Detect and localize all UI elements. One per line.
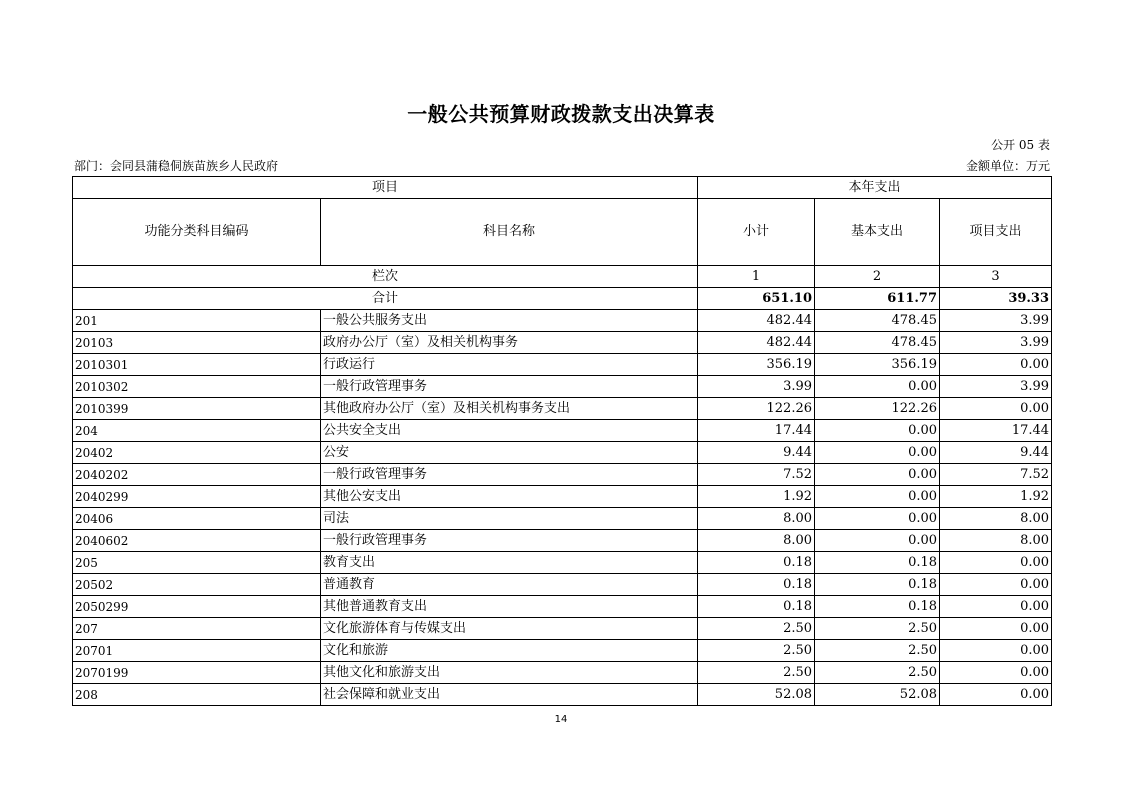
row-project: 8.00 (940, 508, 1052, 530)
row-basic: 52.08 (815, 684, 940, 706)
row-code: 2010399 (73, 398, 321, 420)
row-basic: 0.00 (815, 420, 940, 442)
table-row (73, 618, 1052, 640)
row-project: 0.00 (940, 354, 1052, 376)
row-code: 20502 (73, 574, 321, 596)
row-project: 0.00 (940, 640, 1052, 662)
row-project: 3.99 (940, 376, 1052, 398)
row-project: 8.00 (940, 530, 1052, 552)
row-code: 208 (73, 684, 321, 706)
table-row (73, 310, 1052, 332)
row-name: 一般公共服务支出 (321, 310, 698, 332)
row-project: 17.44 (940, 420, 1052, 442)
row-basic: 0.00 (815, 486, 940, 508)
table-row (73, 684, 1052, 706)
row-basic: 478.45 (815, 332, 940, 354)
form-number: 公开 05 表 (991, 138, 1050, 152)
row-name: 普通教育 (321, 574, 698, 596)
header-project: 项目 (73, 177, 698, 199)
table-row (73, 574, 1052, 596)
row-subtotal: 2.50 (698, 618, 815, 640)
row-project: 0.00 (940, 574, 1052, 596)
total-project: 39.33 (940, 288, 1052, 310)
row-subtotal: 17.44 (698, 420, 815, 442)
row-project: 0.00 (940, 398, 1052, 420)
row-basic: 0.00 (815, 442, 940, 464)
column-index-2: 2 (815, 266, 940, 288)
row-basic: 0.00 (815, 376, 940, 398)
row-basic: 2.50 (815, 662, 940, 684)
header-row-2 (73, 199, 1052, 266)
header-current-year: 本年支出 (698, 177, 1052, 199)
header-basic: 基本支出 (815, 199, 940, 266)
row-subtotal: 52.08 (698, 684, 815, 706)
row-project: 3.99 (940, 310, 1052, 332)
row-project: 0.00 (940, 618, 1052, 640)
row-basic: 122.26 (815, 398, 940, 420)
row-code: 2010302 (73, 376, 321, 398)
row-basic: 2.50 (815, 640, 940, 662)
table-row (73, 596, 1052, 618)
row-name: 文化和旅游 (321, 640, 698, 662)
column-index-row (73, 266, 1052, 288)
row-code: 20701 (73, 640, 321, 662)
row-subtotal: 2.50 (698, 640, 815, 662)
row-subtotal: 8.00 (698, 508, 815, 530)
table-row (73, 508, 1052, 530)
table-row (73, 354, 1052, 376)
row-name: 一般行政管理事务 (321, 376, 698, 398)
row-project: 0.00 (940, 552, 1052, 574)
row-subtotal: 482.44 (698, 332, 815, 354)
row-name: 文化旅游体育与传媒支出 (321, 618, 698, 640)
department-label: 部门：会同县蒲稳侗族苗族乡人民政府 (74, 159, 279, 173)
row-name: 其他公安支出 (321, 486, 698, 508)
row-basic: 0.18 (815, 574, 940, 596)
row-subtotal: 9.44 (698, 442, 815, 464)
row-name: 一般行政管理事务 (321, 464, 698, 486)
row-basic: 0.00 (815, 464, 940, 486)
row-code: 207 (73, 618, 321, 640)
header-subtotal: 小计 (698, 199, 815, 266)
row-name: 政府办公厅（室）及相关机构事务 (321, 332, 698, 354)
total-subtotal: 651.10 (698, 288, 815, 310)
row-subtotal: 122.26 (698, 398, 815, 420)
page-number: 14 (554, 714, 568, 725)
row-subtotal: 356.19 (698, 354, 815, 376)
table-row (73, 464, 1052, 486)
row-code: 2010301 (73, 354, 321, 376)
column-index-1: 1 (698, 266, 815, 288)
row-code: 20406 (73, 508, 321, 530)
table-row (73, 376, 1052, 398)
row-subtotal: 0.18 (698, 574, 815, 596)
row-code: 2040202 (73, 464, 321, 486)
table-row (73, 442, 1052, 464)
row-subtotal: 7.52 (698, 464, 815, 486)
row-project: 1.92 (940, 486, 1052, 508)
table-row (73, 662, 1052, 684)
row-basic: 356.19 (815, 354, 940, 376)
row-code: 201 (73, 310, 321, 332)
row-project: 0.00 (940, 662, 1052, 684)
row-name: 其他政府办公厅（室）及相关机构事务支出 (321, 398, 698, 420)
row-basic: 0.00 (815, 530, 940, 552)
column-index-3: 3 (940, 266, 1052, 288)
row-name: 行政运行 (321, 354, 698, 376)
row-subtotal: 1.92 (698, 486, 815, 508)
table-row (73, 420, 1052, 442)
table-row (73, 530, 1052, 552)
row-subtotal: 2.50 (698, 662, 815, 684)
row-name: 公共安全支出 (321, 420, 698, 442)
row-code: 20402 (73, 442, 321, 464)
table-row (73, 640, 1052, 662)
row-basic: 0.18 (815, 596, 940, 618)
row-subtotal: 3.99 (698, 376, 815, 398)
table-row (73, 486, 1052, 508)
row-name: 社会保障和就业支出 (321, 684, 698, 706)
total-basic: 611.77 (815, 288, 940, 310)
total-row (73, 288, 1052, 310)
row-code: 205 (73, 552, 321, 574)
row-project: 9.44 (940, 442, 1052, 464)
header-project-expenditure: 项目支出 (940, 199, 1052, 266)
row-name: 其他普通教育支出 (321, 596, 698, 618)
row-name: 司法 (321, 508, 698, 530)
row-subtotal: 8.00 (698, 530, 815, 552)
header-name: 科目名称 (321, 199, 698, 266)
row-name: 教育支出 (321, 552, 698, 574)
row-code: 2070199 (73, 662, 321, 684)
row-basic: 0.00 (815, 508, 940, 530)
row-subtotal: 482.44 (698, 310, 815, 332)
row-name: 其他文化和旅游支出 (321, 662, 698, 684)
table-row (73, 332, 1052, 354)
column-index-label: 栏次 (73, 266, 698, 288)
row-name: 一般行政管理事务 (321, 530, 698, 552)
table-row (73, 552, 1052, 574)
expenditure-table (72, 176, 1052, 706)
total-label: 合计 (73, 288, 698, 310)
row-code: 2040602 (73, 530, 321, 552)
row-basic: 0.18 (815, 552, 940, 574)
header-row-1 (73, 177, 1052, 199)
row-subtotal: 0.18 (698, 596, 815, 618)
row-name: 公安 (321, 442, 698, 464)
row-code: 204 (73, 420, 321, 442)
row-project: 7.52 (940, 464, 1052, 486)
header-code: 功能分类科目编码 (73, 199, 321, 266)
row-project: 0.00 (940, 596, 1052, 618)
document-title: 一般公共预算财政拨款支出决算表 (407, 102, 715, 126)
amount-unit-label: 金额单位：万元 (965, 159, 1050, 173)
row-basic: 2.50 (815, 618, 940, 640)
row-code: 2050299 (73, 596, 321, 618)
row-project: 3.99 (940, 332, 1052, 354)
row-code: 2040299 (73, 486, 321, 508)
row-basic: 478.45 (815, 310, 940, 332)
row-project: 0.00 (940, 684, 1052, 706)
row-code: 20103 (73, 332, 321, 354)
table-row (73, 398, 1052, 420)
row-subtotal: 0.18 (698, 552, 815, 574)
